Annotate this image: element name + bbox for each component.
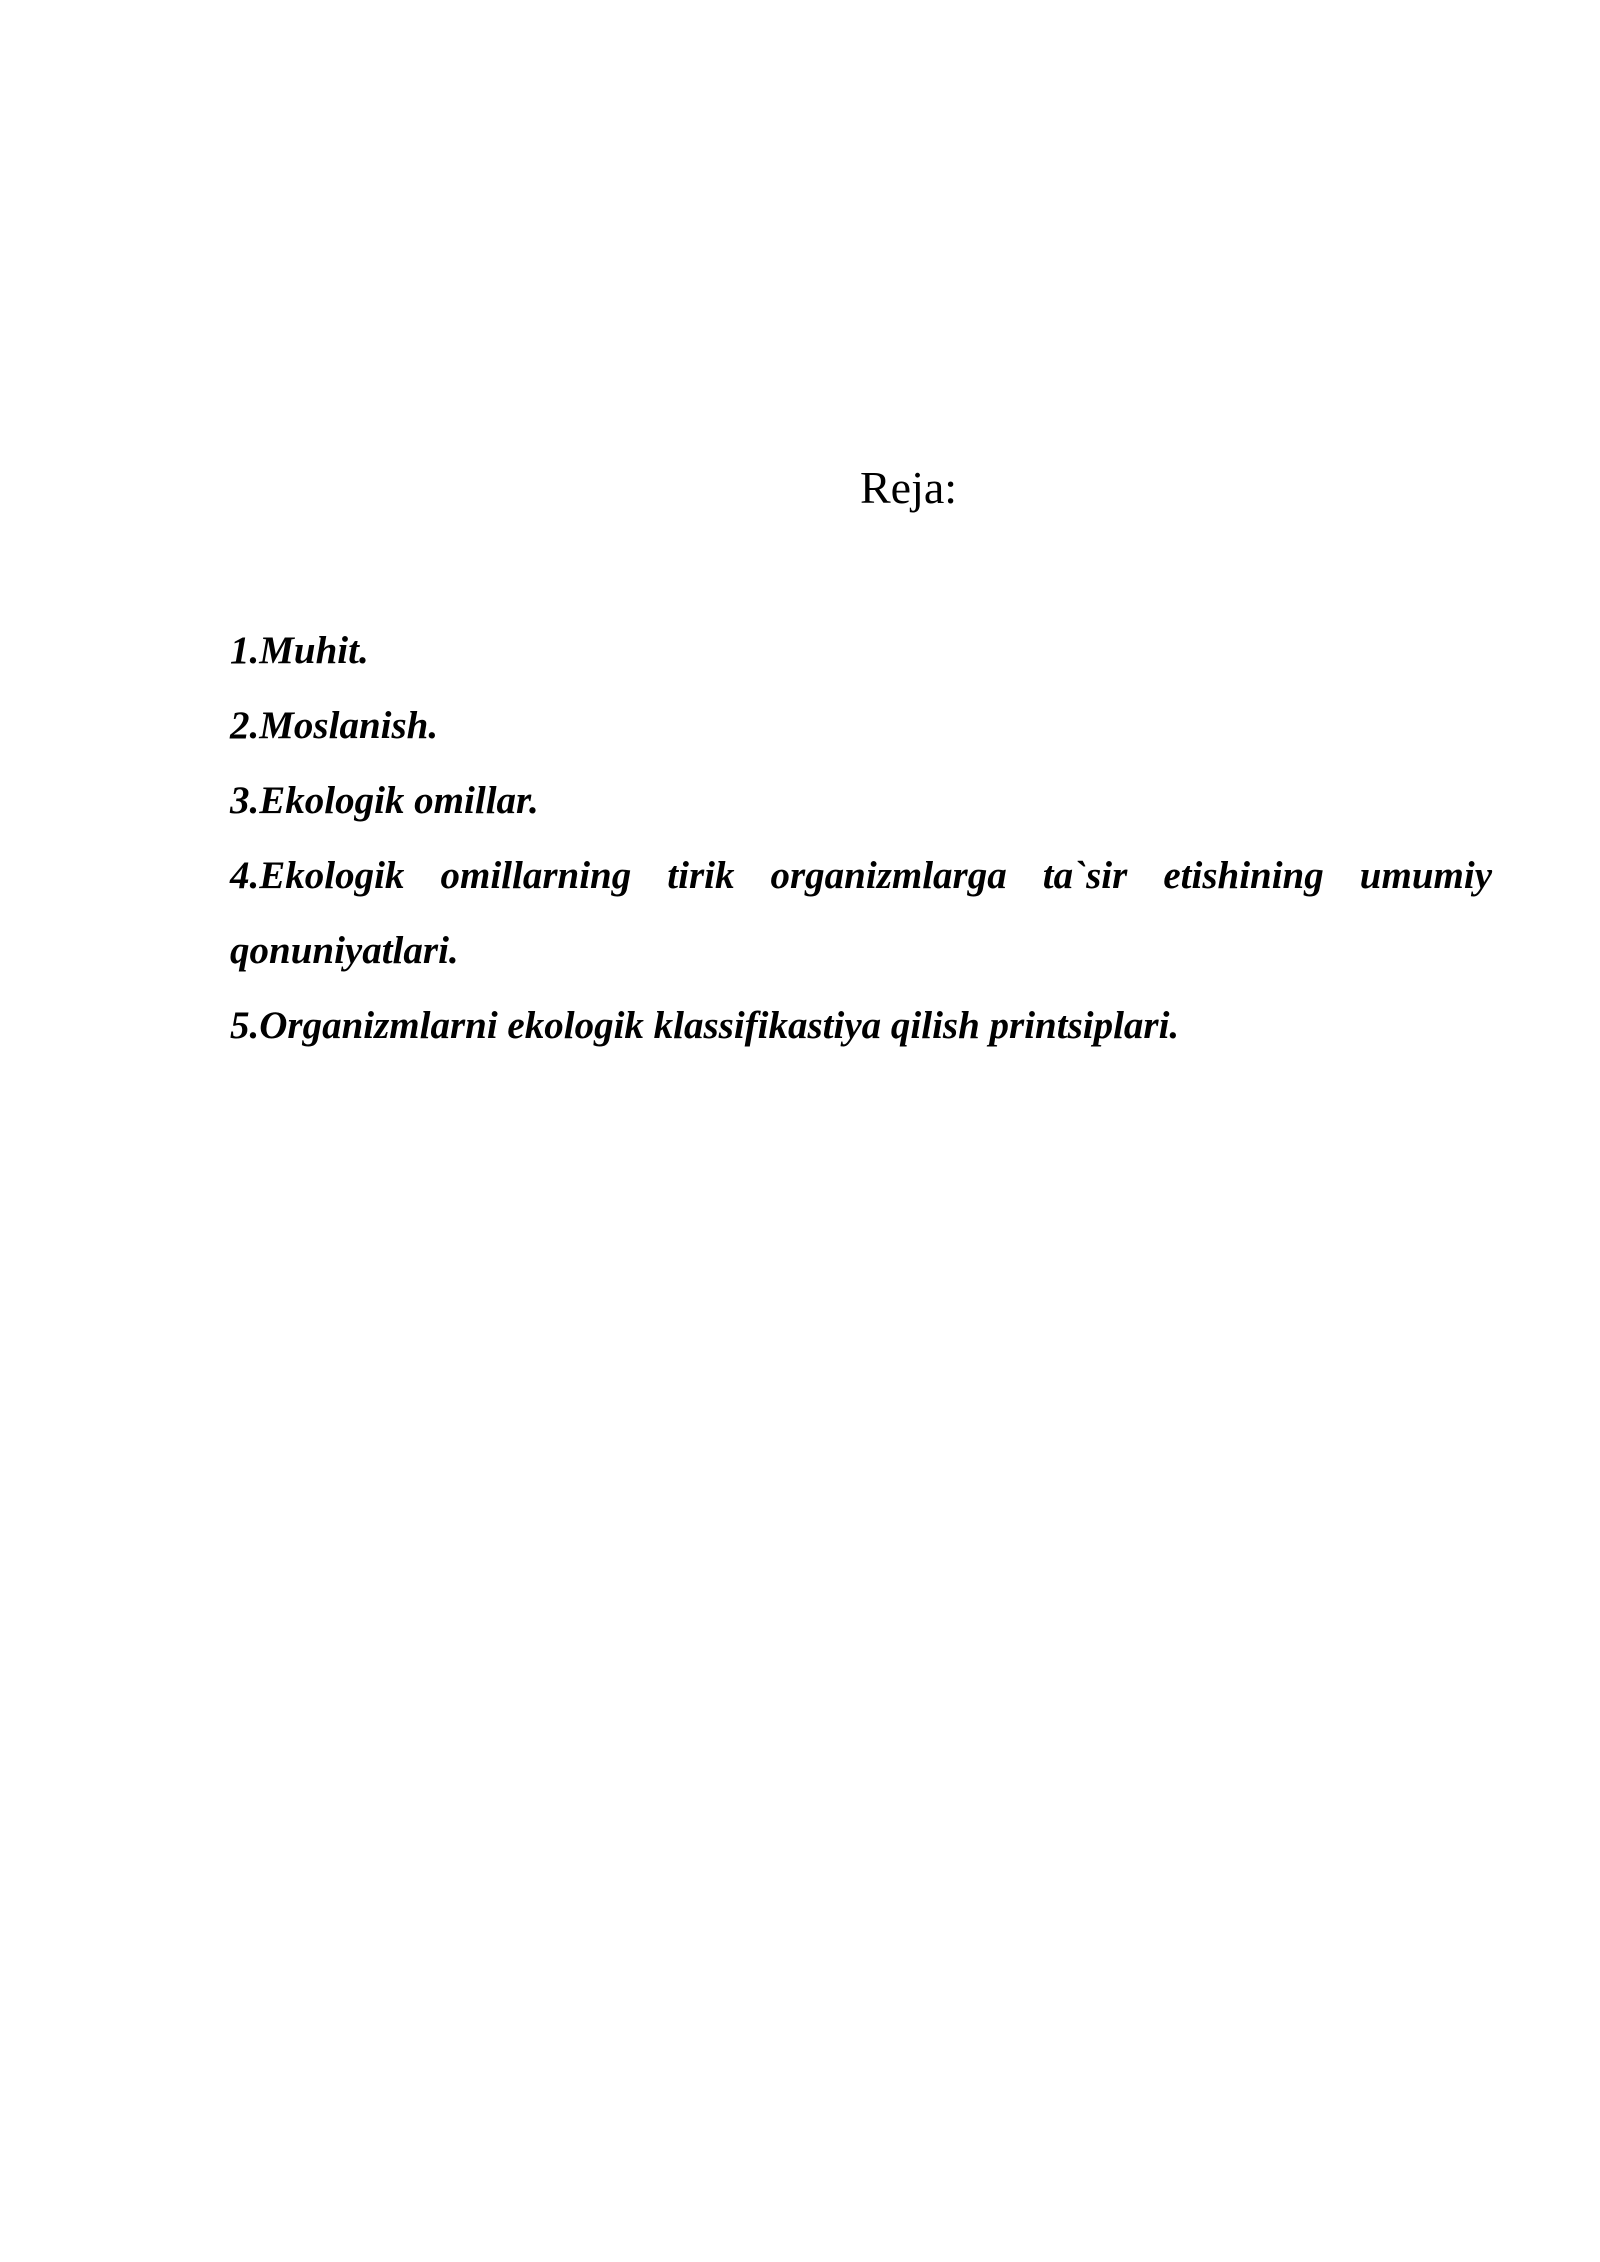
plan-item-4: 4.Ekologik omillarning tirik organizmlarga ta`sir etishining umumiy qonuniyatlari.	[230, 854, 1492, 972]
plan-list	[230, 613, 1492, 1063]
plan-item-1: 1.Muhit.	[230, 629, 369, 672]
plan-item-2: 2.Moslanish.	[230, 704, 439, 747]
plan-item-3: 3.Ekologik omillar.	[230, 779, 539, 822]
page-title: Reja:	[860, 462, 958, 513]
plan-item-5: 5.Organizmlarni ekologik klassifikastiya qilish printsiplari.	[230, 1004, 1180, 1047]
